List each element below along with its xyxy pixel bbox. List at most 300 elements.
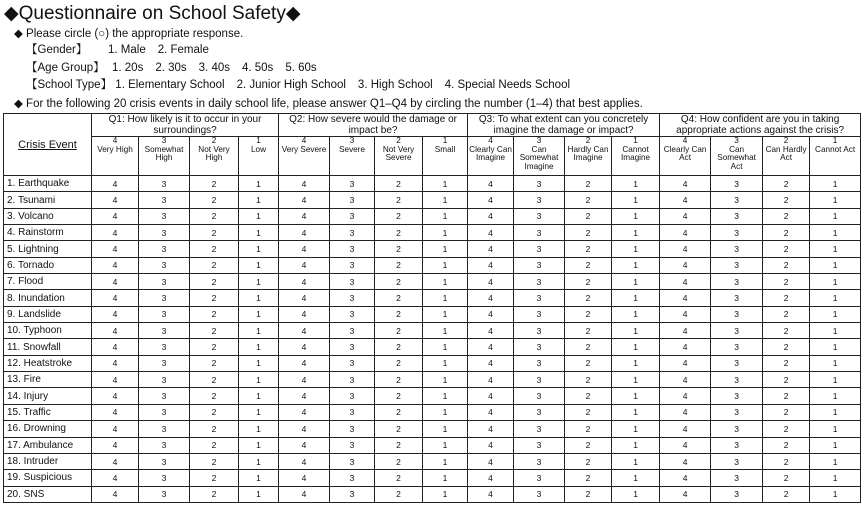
q3-rating-option[interactable]: 4 bbox=[468, 486, 514, 502]
q4-rating-option[interactable]: 1 bbox=[810, 192, 861, 208]
q2-rating-option[interactable]: 4 bbox=[279, 486, 330, 502]
q1-rating-option[interactable]: 1 bbox=[239, 404, 279, 420]
q4-rating-option[interactable]: 3 bbox=[711, 241, 763, 257]
q3-rating-option[interactable]: 3 bbox=[514, 208, 565, 224]
q3-rating-option[interactable]: 2 bbox=[565, 257, 612, 273]
q4-rating-option[interactable]: 2 bbox=[763, 192, 810, 208]
q3-rating-option[interactable]: 1 bbox=[612, 241, 660, 257]
q1-rating-option[interactable]: 2 bbox=[190, 470, 239, 486]
q2-rating-option[interactable]: 4 bbox=[279, 208, 330, 224]
q1-rating-option[interactable]: 2 bbox=[190, 355, 239, 371]
q1-rating-option[interactable]: 1 bbox=[239, 176, 279, 192]
q3-rating-option[interactable]: 4 bbox=[468, 176, 514, 192]
q1-rating-option[interactable]: 1 bbox=[239, 306, 279, 322]
q4-rating-option[interactable]: 2 bbox=[763, 388, 810, 404]
q3-rating-option[interactable]: 4 bbox=[468, 257, 514, 273]
q4-rating-option[interactable]: 2 bbox=[763, 453, 810, 469]
q1-rating-option[interactable]: 3 bbox=[139, 372, 190, 388]
q1-rating-option[interactable]: 2 bbox=[190, 257, 239, 273]
q3-rating-option[interactable]: 4 bbox=[468, 192, 514, 208]
q3-rating-option[interactable]: 1 bbox=[612, 225, 660, 241]
q1-rating-option[interactable]: 2 bbox=[190, 192, 239, 208]
q4-rating-option[interactable]: 2 bbox=[763, 241, 810, 257]
school-type-option[interactable]: 4. Special Needs School bbox=[444, 79, 571, 91]
q2-rating-option[interactable]: 2 bbox=[375, 192, 423, 208]
q2-rating-option[interactable]: 4 bbox=[279, 355, 330, 371]
q2-rating-option[interactable]: 3 bbox=[330, 241, 375, 257]
q3-rating-option[interactable]: 4 bbox=[468, 404, 514, 420]
q1-rating-option[interactable]: 3 bbox=[139, 290, 190, 306]
q3-rating-option[interactable]: 3 bbox=[514, 323, 565, 339]
q2-rating-option[interactable]: 2 bbox=[375, 404, 423, 420]
q3-rating-option[interactable]: 3 bbox=[514, 470, 565, 486]
q1-rating-option[interactable]: 4 bbox=[92, 339, 139, 355]
q3-rating-option[interactable]: 2 bbox=[565, 241, 612, 257]
q3-rating-option[interactable]: 2 bbox=[565, 306, 612, 322]
q3-rating-option[interactable]: 4 bbox=[468, 274, 514, 290]
q4-rating-option[interactable]: 3 bbox=[711, 486, 763, 502]
q4-rating-option[interactable]: 2 bbox=[763, 176, 810, 192]
q4-rating-option[interactable]: 2 bbox=[763, 355, 810, 371]
q3-rating-option[interactable]: 1 bbox=[612, 257, 660, 273]
q1-rating-option[interactable]: 1 bbox=[239, 437, 279, 453]
q3-rating-option[interactable]: 3 bbox=[514, 486, 565, 502]
age-option[interactable]: 2. 30s bbox=[155, 62, 187, 74]
q3-rating-option[interactable]: 1 bbox=[612, 486, 660, 502]
q4-rating-option[interactable]: 1 bbox=[810, 323, 861, 339]
q1-rating-option[interactable]: 2 bbox=[190, 339, 239, 355]
q2-rating-option[interactable]: 3 bbox=[330, 404, 375, 420]
q1-rating-option[interactable]: 3 bbox=[139, 241, 190, 257]
q1-rating-option[interactable]: 2 bbox=[190, 421, 239, 437]
q1-rating-option[interactable]: 3 bbox=[139, 355, 190, 371]
q4-rating-option[interactable]: 4 bbox=[660, 355, 711, 371]
q4-rating-option[interactable]: 1 bbox=[810, 453, 861, 469]
q4-rating-option[interactable]: 3 bbox=[711, 404, 763, 420]
q4-rating-option[interactable]: 2 bbox=[763, 208, 810, 224]
school-type-option[interactable]: 3. High School bbox=[357, 79, 433, 91]
q3-rating-option[interactable]: 4 bbox=[468, 208, 514, 224]
q2-rating-option[interactable]: 1 bbox=[423, 290, 468, 306]
q1-rating-option[interactable]: 3 bbox=[139, 388, 190, 404]
q3-rating-option[interactable]: 4 bbox=[468, 323, 514, 339]
q1-rating-option[interactable]: 1 bbox=[239, 339, 279, 355]
q2-rating-option[interactable]: 2 bbox=[375, 453, 423, 469]
q4-rating-option[interactable]: 3 bbox=[711, 323, 763, 339]
q1-rating-option[interactable]: 3 bbox=[139, 225, 190, 241]
q2-rating-option[interactable]: 1 bbox=[423, 388, 468, 404]
q4-rating-option[interactable]: 3 bbox=[711, 437, 763, 453]
q1-rating-option[interactable]: 2 bbox=[190, 208, 239, 224]
q1-rating-option[interactable]: 3 bbox=[139, 176, 190, 192]
q3-rating-option[interactable]: 1 bbox=[612, 355, 660, 371]
school-type-option[interactable]: 2. Junior High School bbox=[236, 79, 346, 91]
q3-rating-option[interactable]: 1 bbox=[612, 372, 660, 388]
q4-rating-option[interactable]: 4 bbox=[660, 274, 711, 290]
q3-rating-option[interactable]: 1 bbox=[612, 437, 660, 453]
q1-rating-option[interactable]: 3 bbox=[139, 404, 190, 420]
q2-rating-option[interactable]: 3 bbox=[330, 208, 375, 224]
q3-rating-option[interactable]: 1 bbox=[612, 323, 660, 339]
q3-rating-option[interactable]: 1 bbox=[612, 306, 660, 322]
q4-rating-option[interactable]: 3 bbox=[711, 306, 763, 322]
q3-rating-option[interactable]: 3 bbox=[514, 355, 565, 371]
q2-rating-option[interactable]: 3 bbox=[330, 355, 375, 371]
q1-rating-option[interactable]: 2 bbox=[190, 241, 239, 257]
q4-rating-option[interactable]: 1 bbox=[810, 372, 861, 388]
q4-rating-option[interactable]: 3 bbox=[711, 421, 763, 437]
q2-rating-option[interactable]: 1 bbox=[423, 372, 468, 388]
q3-rating-option[interactable]: 1 bbox=[612, 176, 660, 192]
q2-rating-option[interactable]: 4 bbox=[279, 372, 330, 388]
q2-rating-option[interactable]: 2 bbox=[375, 306, 423, 322]
q4-rating-option[interactable]: 2 bbox=[763, 225, 810, 241]
q1-rating-option[interactable]: 4 bbox=[92, 404, 139, 420]
q3-rating-option[interactable]: 3 bbox=[514, 388, 565, 404]
q1-rating-option[interactable]: 1 bbox=[239, 372, 279, 388]
q3-rating-option[interactable]: 2 bbox=[565, 486, 612, 502]
q1-rating-option[interactable]: 3 bbox=[139, 306, 190, 322]
q4-rating-option[interactable]: 1 bbox=[810, 274, 861, 290]
q3-rating-option[interactable]: 2 bbox=[565, 453, 612, 469]
q4-rating-option[interactable]: 3 bbox=[711, 192, 763, 208]
q1-rating-option[interactable]: 3 bbox=[139, 323, 190, 339]
q4-rating-option[interactable]: 1 bbox=[810, 208, 861, 224]
q1-rating-option[interactable]: 3 bbox=[139, 274, 190, 290]
q4-rating-option[interactable]: 3 bbox=[711, 225, 763, 241]
q3-rating-option[interactable]: 3 bbox=[514, 372, 565, 388]
q2-rating-option[interactable]: 1 bbox=[423, 192, 468, 208]
q2-rating-option[interactable]: 4 bbox=[279, 241, 330, 257]
q2-rating-option[interactable]: 3 bbox=[330, 421, 375, 437]
q2-rating-option[interactable]: 1 bbox=[423, 225, 468, 241]
q2-rating-option[interactable]: 1 bbox=[423, 339, 468, 355]
q3-rating-option[interactable]: 4 bbox=[468, 241, 514, 257]
q2-rating-option[interactable]: 4 bbox=[279, 274, 330, 290]
q1-rating-option[interactable]: 4 bbox=[92, 323, 139, 339]
q4-rating-option[interactable]: 2 bbox=[763, 404, 810, 420]
q1-rating-option[interactable]: 3 bbox=[139, 470, 190, 486]
q2-rating-option[interactable]: 2 bbox=[375, 257, 423, 273]
q4-rating-option[interactable]: 4 bbox=[660, 388, 711, 404]
q4-rating-option[interactable]: 1 bbox=[810, 339, 861, 355]
q4-rating-option[interactable]: 1 bbox=[810, 437, 861, 453]
q2-rating-option[interactable]: 1 bbox=[423, 486, 468, 502]
q1-rating-option[interactable]: 1 bbox=[239, 225, 279, 241]
q4-rating-option[interactable]: 2 bbox=[763, 437, 810, 453]
q1-rating-option[interactable]: 2 bbox=[190, 453, 239, 469]
q1-rating-option[interactable]: 4 bbox=[92, 274, 139, 290]
q3-rating-option[interactable]: 2 bbox=[565, 208, 612, 224]
q2-rating-option[interactable]: 2 bbox=[375, 274, 423, 290]
q4-rating-option[interactable]: 2 bbox=[763, 306, 810, 322]
q4-rating-option[interactable]: 3 bbox=[711, 372, 763, 388]
q1-rating-option[interactable]: 4 bbox=[92, 176, 139, 192]
q4-rating-option[interactable]: 1 bbox=[810, 241, 861, 257]
q4-rating-option[interactable]: 3 bbox=[711, 257, 763, 273]
q2-rating-option[interactable]: 2 bbox=[375, 176, 423, 192]
q3-rating-option[interactable]: 2 bbox=[565, 437, 612, 453]
q4-rating-option[interactable]: 1 bbox=[810, 290, 861, 306]
q2-rating-option[interactable]: 4 bbox=[279, 176, 330, 192]
q2-rating-option[interactable]: 3 bbox=[330, 437, 375, 453]
q1-rating-option[interactable]: 4 bbox=[92, 388, 139, 404]
q3-rating-option[interactable]: 3 bbox=[514, 421, 565, 437]
q2-rating-option[interactable]: 1 bbox=[423, 404, 468, 420]
q1-rating-option[interactable]: 1 bbox=[239, 257, 279, 273]
q2-rating-option[interactable]: 2 bbox=[375, 372, 423, 388]
q3-rating-option[interactable]: 3 bbox=[514, 241, 565, 257]
q2-rating-option[interactable]: 4 bbox=[279, 339, 330, 355]
q3-rating-option[interactable]: 3 bbox=[514, 257, 565, 273]
q2-rating-option[interactable]: 1 bbox=[423, 176, 468, 192]
q2-rating-option[interactable]: 1 bbox=[423, 274, 468, 290]
q4-rating-option[interactable]: 4 bbox=[660, 421, 711, 437]
q3-rating-option[interactable]: 3 bbox=[514, 192, 565, 208]
q1-rating-option[interactable]: 4 bbox=[92, 355, 139, 371]
q2-rating-option[interactable]: 1 bbox=[423, 208, 468, 224]
q2-rating-option[interactable]: 4 bbox=[279, 437, 330, 453]
q2-rating-option[interactable]: 3 bbox=[330, 290, 375, 306]
q2-rating-option[interactable]: 4 bbox=[279, 470, 330, 486]
q1-rating-option[interactable]: 3 bbox=[139, 453, 190, 469]
q3-rating-option[interactable]: 4 bbox=[468, 388, 514, 404]
q3-rating-option[interactable]: 1 bbox=[612, 453, 660, 469]
q2-rating-option[interactable]: 4 bbox=[279, 257, 330, 273]
q1-rating-option[interactable]: 4 bbox=[92, 257, 139, 273]
q4-rating-option[interactable]: 4 bbox=[660, 176, 711, 192]
q3-rating-option[interactable]: 4 bbox=[468, 421, 514, 437]
q3-rating-option[interactable]: 3 bbox=[514, 225, 565, 241]
q4-rating-option[interactable]: 3 bbox=[711, 176, 763, 192]
q2-rating-option[interactable]: 4 bbox=[279, 388, 330, 404]
q3-rating-option[interactable]: 2 bbox=[565, 192, 612, 208]
q2-rating-option[interactable]: 4 bbox=[279, 306, 330, 322]
q4-rating-option[interactable]: 2 bbox=[763, 323, 810, 339]
q1-rating-option[interactable]: 3 bbox=[139, 257, 190, 273]
q3-rating-option[interactable]: 2 bbox=[565, 404, 612, 420]
q1-rating-option[interactable]: 4 bbox=[92, 306, 139, 322]
q1-rating-option[interactable]: 4 bbox=[92, 372, 139, 388]
q4-rating-option[interactable]: 4 bbox=[660, 470, 711, 486]
q2-rating-option[interactable]: 2 bbox=[375, 225, 423, 241]
q2-rating-option[interactable]: 2 bbox=[375, 290, 423, 306]
q2-rating-option[interactable]: 3 bbox=[330, 274, 375, 290]
q4-rating-option[interactable]: 3 bbox=[711, 208, 763, 224]
q4-rating-option[interactable]: 4 bbox=[660, 290, 711, 306]
gender-option[interactable]: 2. Female bbox=[157, 44, 209, 56]
q1-rating-option[interactable]: 1 bbox=[239, 192, 279, 208]
q3-rating-option[interactable]: 2 bbox=[565, 355, 612, 371]
q2-rating-option[interactable]: 3 bbox=[330, 453, 375, 469]
q4-rating-option[interactable]: 3 bbox=[711, 453, 763, 469]
q4-rating-option[interactable]: 4 bbox=[660, 323, 711, 339]
q2-rating-option[interactable]: 1 bbox=[423, 453, 468, 469]
q2-rating-option[interactable]: 1 bbox=[423, 355, 468, 371]
q1-rating-option[interactable]: 4 bbox=[92, 453, 139, 469]
q4-rating-option[interactable]: 4 bbox=[660, 486, 711, 502]
q1-rating-option[interactable]: 2 bbox=[190, 486, 239, 502]
q4-rating-option[interactable]: 3 bbox=[711, 290, 763, 306]
q3-rating-option[interactable]: 4 bbox=[468, 372, 514, 388]
school-type-option[interactable]: 1. Elementary School bbox=[115, 79, 225, 91]
q4-rating-option[interactable]: 4 bbox=[660, 192, 711, 208]
q4-rating-option[interactable]: 2 bbox=[763, 257, 810, 273]
q4-rating-option[interactable]: 4 bbox=[660, 404, 711, 420]
q1-rating-option[interactable]: 2 bbox=[190, 306, 239, 322]
q1-rating-option[interactable]: 1 bbox=[239, 290, 279, 306]
q3-rating-option[interactable]: 1 bbox=[612, 192, 660, 208]
q1-rating-option[interactable]: 2 bbox=[190, 274, 239, 290]
q1-rating-option[interactable]: 2 bbox=[190, 176, 239, 192]
q4-rating-option[interactable]: 4 bbox=[660, 241, 711, 257]
q3-rating-option[interactable]: 4 bbox=[468, 355, 514, 371]
q3-rating-option[interactable]: 2 bbox=[565, 388, 612, 404]
q2-rating-option[interactable]: 4 bbox=[279, 225, 330, 241]
q2-rating-option[interactable]: 2 bbox=[375, 388, 423, 404]
q2-rating-option[interactable]: 3 bbox=[330, 372, 375, 388]
q1-rating-option[interactable]: 2 bbox=[190, 225, 239, 241]
q2-rating-option[interactable]: 2 bbox=[375, 241, 423, 257]
q3-rating-option[interactable]: 3 bbox=[514, 290, 565, 306]
q4-rating-option[interactable]: 1 bbox=[810, 388, 861, 404]
q2-rating-option[interactable]: 2 bbox=[375, 470, 423, 486]
q4-rating-option[interactable]: 4 bbox=[660, 225, 711, 241]
q2-rating-option[interactable]: 4 bbox=[279, 323, 330, 339]
q3-rating-option[interactable]: 4 bbox=[468, 437, 514, 453]
q2-rating-option[interactable]: 2 bbox=[375, 208, 423, 224]
q3-rating-option[interactable]: 3 bbox=[514, 306, 565, 322]
q1-rating-option[interactable]: 3 bbox=[139, 339, 190, 355]
q4-rating-option[interactable]: 4 bbox=[660, 339, 711, 355]
q2-rating-option[interactable]: 1 bbox=[423, 306, 468, 322]
q2-rating-option[interactable]: 2 bbox=[375, 486, 423, 502]
q3-rating-option[interactable]: 4 bbox=[468, 339, 514, 355]
q4-rating-option[interactable]: 1 bbox=[810, 306, 861, 322]
q4-rating-option[interactable]: 4 bbox=[660, 257, 711, 273]
q4-rating-option[interactable]: 4 bbox=[660, 306, 711, 322]
q1-rating-option[interactable]: 1 bbox=[239, 355, 279, 371]
q4-rating-option[interactable]: 3 bbox=[711, 388, 763, 404]
q3-rating-option[interactable]: 3 bbox=[514, 274, 565, 290]
q3-rating-option[interactable]: 3 bbox=[514, 453, 565, 469]
q1-rating-option[interactable]: 4 bbox=[92, 486, 139, 502]
q2-rating-option[interactable]: 3 bbox=[330, 323, 375, 339]
q4-rating-option[interactable]: 4 bbox=[660, 453, 711, 469]
q4-rating-option[interactable]: 1 bbox=[810, 486, 861, 502]
age-option[interactable]: 3. 40s bbox=[198, 62, 230, 74]
q1-rating-option[interactable]: 1 bbox=[239, 323, 279, 339]
q3-rating-option[interactable]: 2 bbox=[565, 372, 612, 388]
age-option[interactable]: 1. 20s bbox=[112, 62, 144, 74]
q2-rating-option[interactable]: 3 bbox=[330, 306, 375, 322]
q1-rating-option[interactable]: 1 bbox=[239, 470, 279, 486]
q4-rating-option[interactable]: 1 bbox=[810, 404, 861, 420]
q1-rating-option[interactable]: 3 bbox=[139, 486, 190, 502]
q2-rating-option[interactable]: 3 bbox=[330, 486, 375, 502]
q2-rating-option[interactable]: 3 bbox=[330, 339, 375, 355]
q3-rating-option[interactable]: 4 bbox=[468, 470, 514, 486]
q3-rating-option[interactable]: 3 bbox=[514, 339, 565, 355]
q4-rating-option[interactable]: 2 bbox=[763, 339, 810, 355]
q2-rating-option[interactable]: 3 bbox=[330, 388, 375, 404]
q2-rating-option[interactable]: 3 bbox=[330, 225, 375, 241]
q2-rating-option[interactable]: 4 bbox=[279, 404, 330, 420]
q1-rating-option[interactable]: 4 bbox=[92, 470, 139, 486]
q3-rating-option[interactable]: 4 bbox=[468, 453, 514, 469]
q4-rating-option[interactable]: 4 bbox=[660, 437, 711, 453]
q4-rating-option[interactable]: 1 bbox=[810, 225, 861, 241]
q1-rating-option[interactable]: 2 bbox=[190, 323, 239, 339]
q1-rating-option[interactable]: 1 bbox=[239, 486, 279, 502]
q1-rating-option[interactable]: 2 bbox=[190, 372, 239, 388]
q2-rating-option[interactable]: 2 bbox=[375, 437, 423, 453]
q4-rating-option[interactable]: 2 bbox=[763, 486, 810, 502]
q3-rating-option[interactable]: 4 bbox=[468, 306, 514, 322]
q1-rating-option[interactable]: 2 bbox=[190, 388, 239, 404]
q3-rating-option[interactable]: 2 bbox=[565, 225, 612, 241]
q3-rating-option[interactable]: 1 bbox=[612, 388, 660, 404]
q1-rating-option[interactable]: 4 bbox=[92, 208, 139, 224]
q2-rating-option[interactable]: 4 bbox=[279, 290, 330, 306]
q4-rating-option[interactable]: 3 bbox=[711, 470, 763, 486]
q3-rating-option[interactable]: 2 bbox=[565, 470, 612, 486]
q4-rating-option[interactable]: 2 bbox=[763, 470, 810, 486]
q2-rating-option[interactable]: 2 bbox=[375, 323, 423, 339]
age-option[interactable]: 5. 60s bbox=[285, 62, 317, 74]
q1-rating-option[interactable]: 3 bbox=[139, 421, 190, 437]
q4-rating-option[interactable]: 2 bbox=[763, 421, 810, 437]
q4-rating-option[interactable]: 4 bbox=[660, 208, 711, 224]
q3-rating-option[interactable]: 3 bbox=[514, 437, 565, 453]
q4-rating-option[interactable]: 4 bbox=[660, 372, 711, 388]
q1-rating-option[interactable]: 2 bbox=[190, 404, 239, 420]
q2-rating-option[interactable]: 3 bbox=[330, 192, 375, 208]
q4-rating-option[interactable]: 1 bbox=[810, 176, 861, 192]
q1-rating-option[interactable]: 4 bbox=[92, 225, 139, 241]
q3-rating-option[interactable]: 3 bbox=[514, 176, 565, 192]
q2-rating-option[interactable]: 3 bbox=[330, 257, 375, 273]
q1-rating-option[interactable]: 4 bbox=[92, 192, 139, 208]
q3-rating-option[interactable]: 4 bbox=[468, 290, 514, 306]
q2-rating-option[interactable]: 2 bbox=[375, 339, 423, 355]
q3-rating-option[interactable]: 2 bbox=[565, 421, 612, 437]
q3-rating-option[interactable]: 2 bbox=[565, 339, 612, 355]
q2-rating-option[interactable]: 3 bbox=[330, 176, 375, 192]
q1-rating-option[interactable]: 3 bbox=[139, 437, 190, 453]
q4-rating-option[interactable]: 3 bbox=[711, 355, 763, 371]
q2-rating-option[interactable]: 1 bbox=[423, 470, 468, 486]
q1-rating-option[interactable]: 3 bbox=[139, 192, 190, 208]
q1-rating-option[interactable]: 4 bbox=[92, 241, 139, 257]
q1-rating-option[interactable]: 2 bbox=[190, 437, 239, 453]
q3-rating-option[interactable]: 1 bbox=[612, 470, 660, 486]
q3-rating-option[interactable]: 1 bbox=[612, 290, 660, 306]
q1-rating-option[interactable]: 1 bbox=[239, 388, 279, 404]
q4-rating-option[interactable]: 1 bbox=[810, 421, 861, 437]
age-option[interactable]: 4. 50s bbox=[241, 62, 274, 74]
q4-rating-option[interactable]: 2 bbox=[763, 372, 810, 388]
q1-rating-option[interactable]: 1 bbox=[239, 274, 279, 290]
q4-rating-option[interactable]: 2 bbox=[763, 290, 810, 306]
q4-rating-option[interactable]: 1 bbox=[810, 257, 861, 273]
q1-rating-option[interactable]: 1 bbox=[239, 208, 279, 224]
q2-rating-option[interactable]: 3 bbox=[330, 470, 375, 486]
q2-rating-option[interactable]: 1 bbox=[423, 437, 468, 453]
q3-rating-option[interactable]: 1 bbox=[612, 404, 660, 420]
q1-rating-option[interactable]: 4 bbox=[92, 421, 139, 437]
q2-rating-option[interactable]: 1 bbox=[423, 257, 468, 273]
